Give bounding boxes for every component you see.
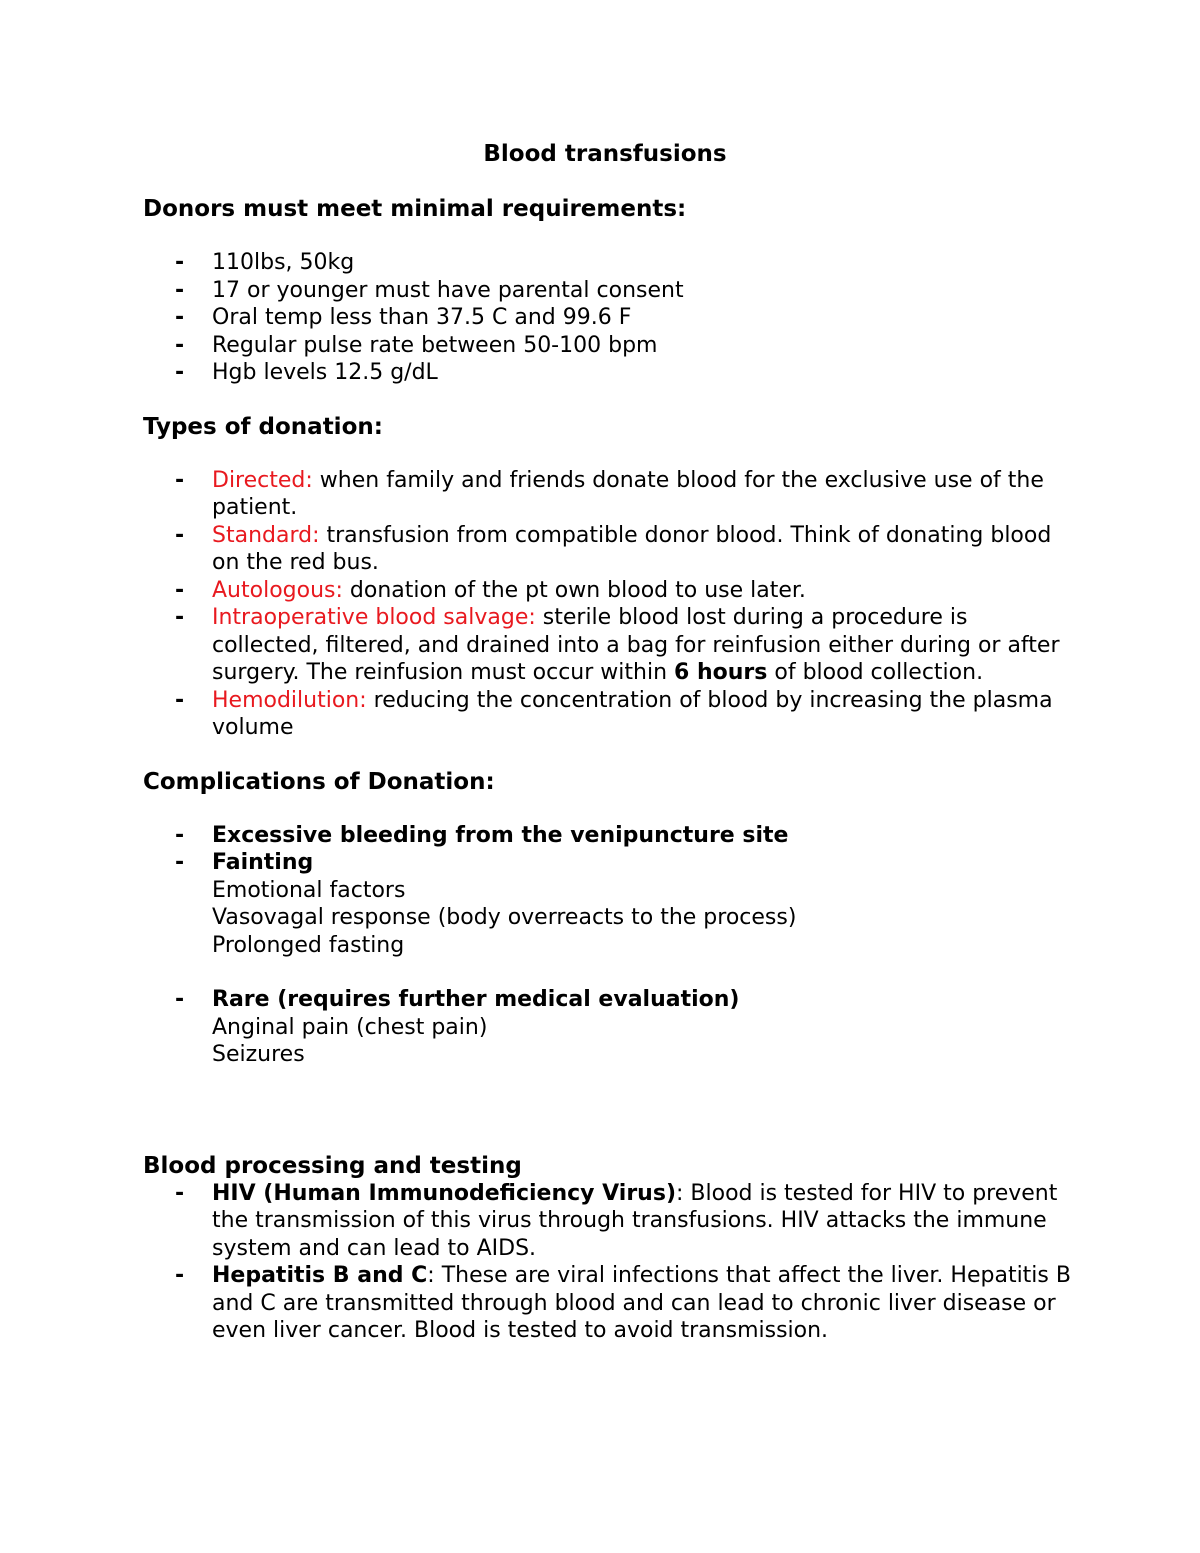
processing-list: [143, 1180, 1073, 1345]
list-item: [143, 577, 1073, 605]
list-item-text: Regular pulse rate between 50-100 bpm: [212, 332, 658, 358]
list-item: [143, 249, 1073, 277]
list-item-text: Oral temp less than 37.5 C and 99.6 F: [212, 305, 632, 330]
donors-list: [143, 249, 1073, 387]
complications-list: [143, 822, 1073, 960]
test-text: : Blood is tested for HIV to prevent the transmission of this virus through transfusions. HIV attacks the immune system and can lead to AIDS.: [212, 1180, 1058, 1261]
complications-list-rare: [143, 986, 1073, 1069]
list-item-text: 110lbs, 50kg: [212, 250, 355, 275]
dash-bullet: -: [175, 577, 185, 603]
complications-heading: Complications of Donation:: [143, 768, 495, 795]
complication-label: Rare (requires further medical evaluation): [212, 987, 740, 1012]
term-text: sterile blood lost during a procedure is collected, filtered, and drained into a bag for reinfusion either during or after surgery. The reinfusion must occur within: [212, 605, 1060, 685]
test-text: : These are viral infections that affect the liver. Hepatitis B and C are transmitted through blood and can lead to chronic liver disease or even liver cancer. Blood is tested to avoid transmission.: [212, 1263, 1071, 1343]
list-item-text: Hgb levels 12.5 g/dL: [212, 360, 438, 385]
list-item: [143, 467, 1073, 522]
test-label: Hepatitis B and C: [212, 1263, 428, 1288]
dash-bullet: -: [175, 687, 185, 713]
dash-bullet: -: [175, 987, 185, 1012]
dash-bullet: -: [175, 305, 185, 330]
test-label: HIV (Human Immunodeficiency Virus): [212, 1180, 676, 1206]
complication-subitem: Prolonged fasting: [212, 932, 405, 958]
term-text: transfusion from compatible donor blood. Think of donating blood on the red bus.: [212, 522, 1052, 575]
dash-bullet: -: [175, 822, 185, 848]
complication-label: Fainting: [212, 850, 314, 875]
list-item: [143, 277, 1073, 305]
term-label: Directed:: [212, 467, 313, 493]
dash-bullet: -: [175, 1180, 185, 1206]
list-item-text: 17 or younger must have parental consent: [212, 277, 684, 303]
term-label: Autologous:: [212, 577, 343, 603]
dash-bullet: -: [175, 605, 185, 630]
document-page: [143, 138, 1073, 1345]
list-item: [143, 304, 1073, 332]
complication-subitem: Emotional factors: [212, 877, 406, 903]
donors-heading: Donors must meet minimal requirements:: [143, 196, 687, 222]
dash-bullet: -: [175, 360, 185, 385]
term-label: Hemodilution:: [212, 687, 367, 713]
term-text: when family and friends donate blood for the exclusive use of the patient.: [212, 467, 1044, 520]
list-item: [143, 1262, 1073, 1345]
dash-bullet: -: [175, 332, 185, 358]
dash-bullet: -: [175, 522, 185, 548]
processing-heading: Blood processing and testing: [143, 1152, 522, 1179]
complication-label: Excessive bleeding from the venipuncture site: [212, 822, 789, 848]
complication-subitem: Vasovagal response (body overreacts to the process): [212, 905, 797, 930]
document-title: Blood transfusions: [483, 141, 727, 167]
list-item: [143, 849, 1073, 959]
dash-bullet: -: [175, 277, 185, 303]
list-item: [143, 1180, 1073, 1263]
types-list: [143, 467, 1073, 742]
list-item: [143, 359, 1073, 387]
dash-bullet: -: [175, 1263, 185, 1288]
term-text: donation of the pt own blood to use later.: [342, 577, 806, 603]
term-text-after: of blood collection.: [767, 660, 984, 685]
dash-bullet: -: [175, 467, 185, 493]
dash-bullet: -: [175, 850, 185, 875]
term-label: Intraoperative blood salvage:: [212, 605, 536, 630]
term-emphasis: 6 hours: [674, 660, 768, 685]
list-item: [143, 332, 1073, 360]
list-item: [143, 604, 1073, 687]
list-item: [143, 822, 1073, 850]
dash-bullet: -: [175, 250, 185, 275]
complication-subitem: Seizures: [212, 1042, 305, 1067]
list-item: [143, 687, 1073, 742]
list-item: [143, 522, 1073, 577]
types-heading: Types of donation:: [143, 413, 383, 440]
term-label: Standard:: [212, 522, 320, 548]
term-text: reducing the concentration of blood by increasing the plasma volume: [212, 687, 1053, 740]
list-item: [143, 986, 1073, 1069]
complication-subitem: Anginal pain (chest pain): [212, 1014, 488, 1040]
